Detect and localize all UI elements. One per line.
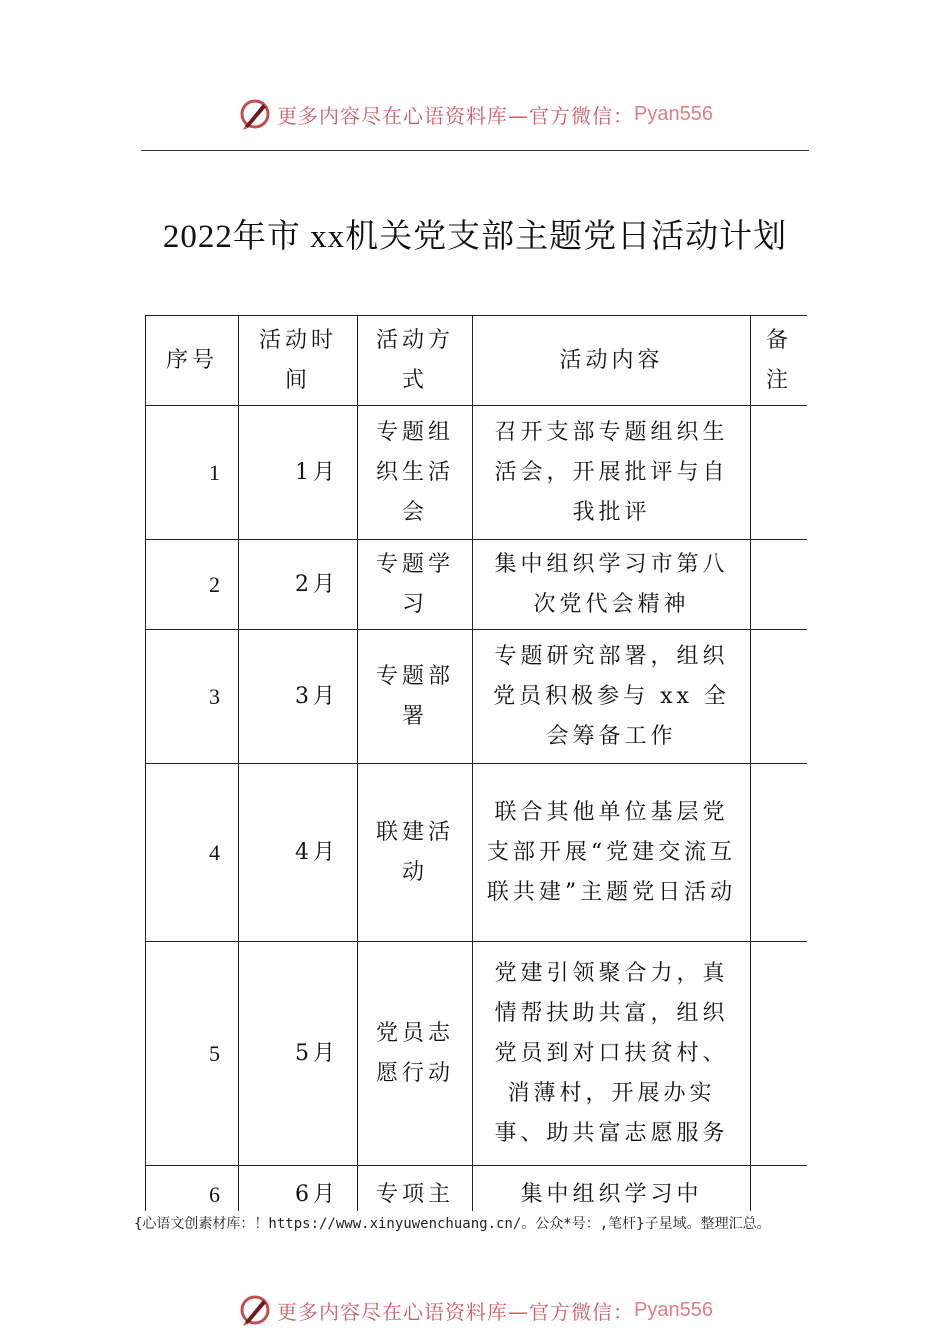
- cell-time: 1月: [239, 406, 358, 540]
- cell-content: 党建引领聚合力，真情帮扶助共富，组织党员到对口扶贫村、消薄村，开展办实事、助共富志愿服务: [473, 942, 751, 1166]
- cell-way: 专项主: [358, 1166, 473, 1212]
- cell-note: [751, 1166, 808, 1212]
- header-no: 序号: [146, 316, 239, 406]
- cell-no: 3: [146, 630, 239, 764]
- header-content: 活动内容: [473, 316, 751, 406]
- cell-note: [751, 942, 808, 1166]
- header-note: 备注: [751, 316, 808, 406]
- table-row: [146, 406, 808, 540]
- cell-time: 2月: [239, 540, 358, 630]
- cell-content: 集中组织学习中: [473, 1166, 751, 1212]
- table-header-row: [146, 316, 808, 406]
- header-time: 活动时间: [239, 316, 358, 406]
- cell-way: 联建活动: [358, 764, 473, 942]
- cell-note: [751, 406, 808, 540]
- footer-banner: [0, 1288, 950, 1332]
- cell-way: 党员志愿行动: [358, 942, 473, 1166]
- cell-content: 集中组织学习市第八次党代会精神: [473, 540, 751, 630]
- footnote: {心语文创素材库：！https://www.xinyuwenchuang.cn/。公众*号：,笔杆}子星域。整理汇总。: [134, 1216, 771, 1232]
- table-row: [146, 540, 808, 630]
- activity-table: [145, 315, 807, 1211]
- banner-brand: Pyan556: [634, 1298, 713, 1321]
- header-divider: [141, 150, 809, 151]
- banner-text: 更多内容尽在心语资料库—官方微信：: [277, 1299, 635, 1324]
- table-row: [146, 1166, 808, 1212]
- header-banner: [0, 92, 950, 136]
- cell-time: 4月: [239, 764, 358, 942]
- banner-brand: Pyan556: [634, 102, 713, 125]
- table-row: [146, 630, 808, 764]
- cell-content: 召开支部专题组织生活会，开展批评与自我批评: [473, 406, 751, 540]
- cell-no: 5: [146, 942, 239, 1166]
- cell-no: 6: [146, 1166, 239, 1212]
- cell-no: 1: [146, 406, 239, 540]
- cell-content: 联合其他单位基层党支部开展“党建交流互联共建”主题党日活动: [473, 764, 751, 942]
- banner-text: 更多内容尽在心语资料库—官方微信：: [277, 103, 635, 128]
- cell-content: 专题研究部署，组织党员积极参与 xx 全会筹备工作: [473, 630, 751, 764]
- table-row: [146, 764, 808, 942]
- cell-no: 4: [146, 764, 239, 942]
- pen-logo-icon: [237, 96, 273, 132]
- cell-way: 专题学习: [358, 540, 473, 630]
- cell-way: 专题部署: [358, 630, 473, 764]
- cell-note: [751, 764, 808, 942]
- table-row: [146, 942, 808, 1166]
- cell-no: 2: [146, 540, 239, 630]
- cell-way: 专题组织生活会: [358, 406, 473, 540]
- cell-time: 3月: [239, 630, 358, 764]
- cell-note: [751, 630, 808, 764]
- page-title: 2022年市 xx机关党支部主题党日活动计划: [162, 219, 788, 255]
- header-way: 活动方式: [358, 316, 473, 406]
- cell-note: [751, 540, 808, 630]
- cell-time: 5月: [239, 942, 358, 1166]
- cell-time: 6月: [239, 1166, 358, 1212]
- pen-logo-icon: [237, 1292, 273, 1328]
